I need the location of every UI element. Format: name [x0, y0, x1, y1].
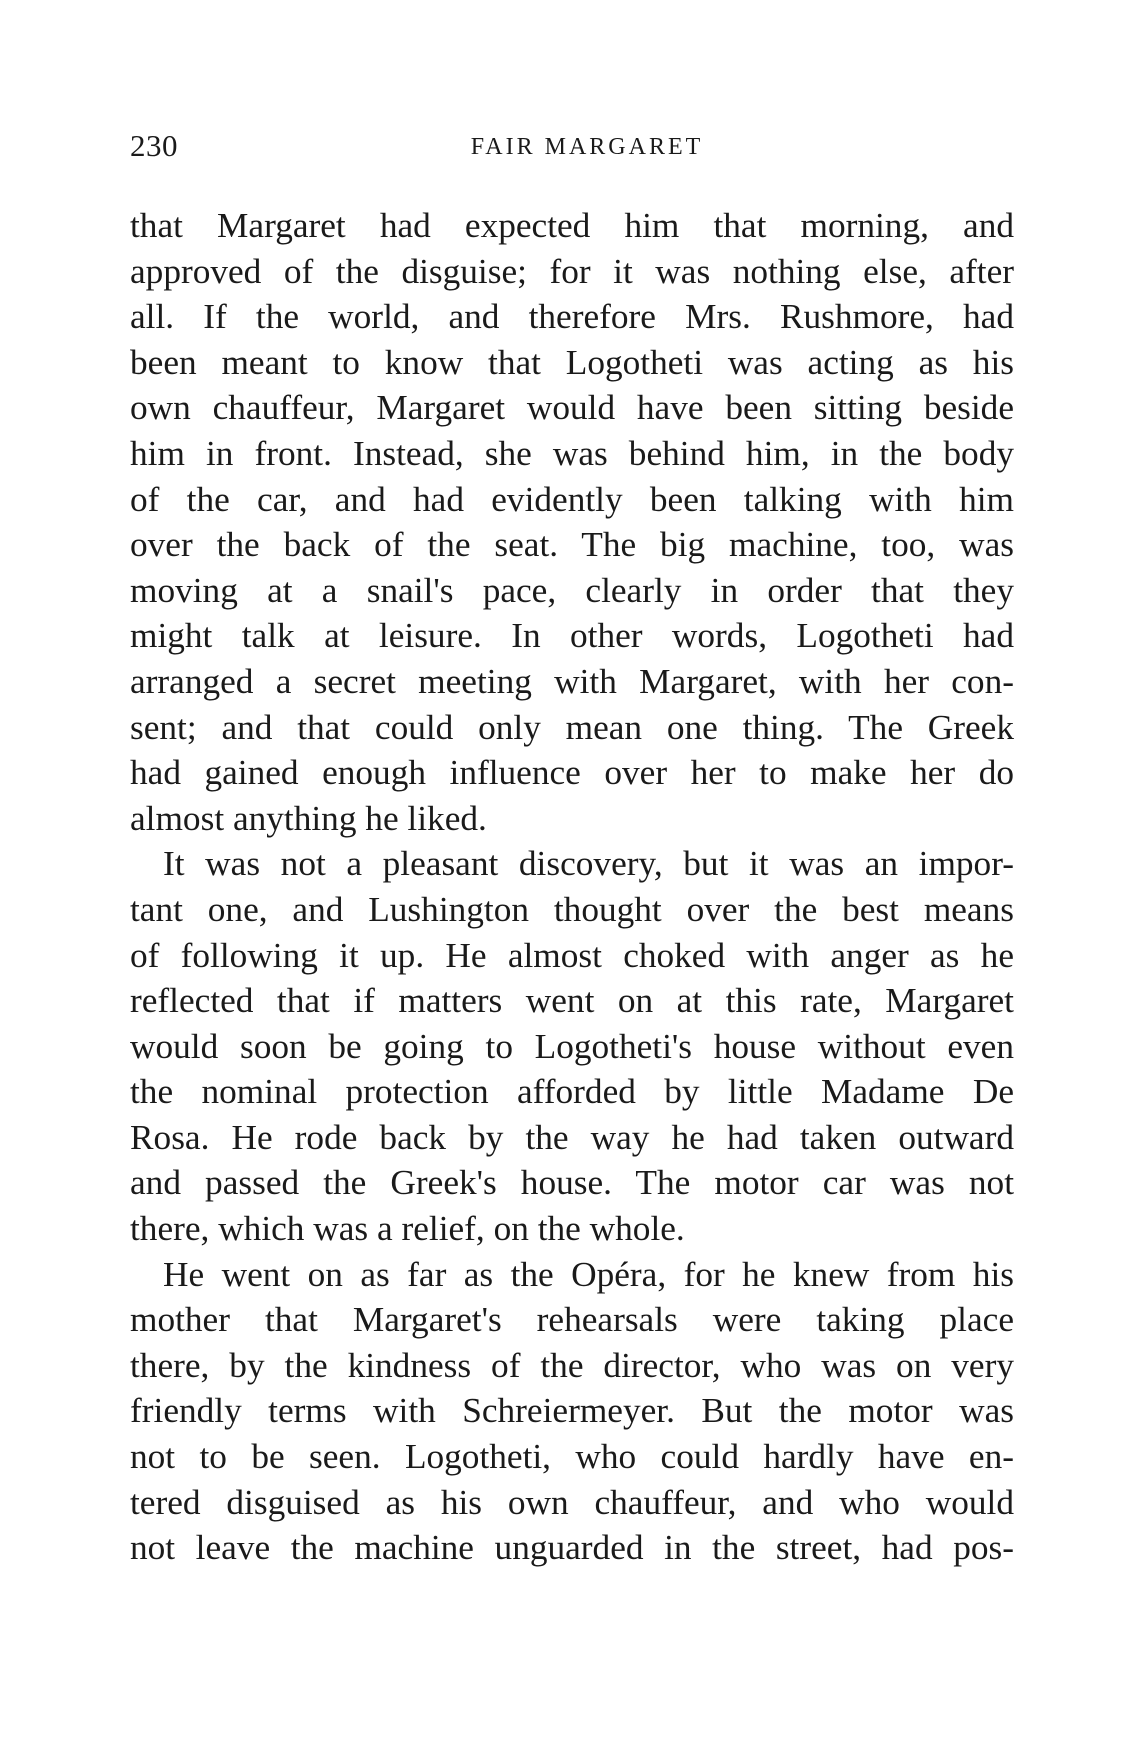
text-line: friendly terms with Schreiermeyer. But the motor was: [130, 1391, 1014, 1431]
body-text: [130, 203, 1014, 1571]
running-title: FAIR MARGARET: [470, 134, 704, 160]
text-line: He went on as far as the Opéra, for he knew from his: [163, 1254, 1014, 1294]
text-line: had gained enough influence over her to make her do: [130, 753, 1014, 793]
text-line: there, by the kindness of the director, who was on very: [130, 1345, 1014, 1385]
text-line: tant one, and Lushington thought over the best means: [130, 889, 1014, 929]
text-line: and passed the Greek's house. The motor car was not: [130, 1163, 1014, 1203]
text-line: been meant to know that Logotheti was acting as his: [130, 342, 1014, 382]
text-line: there, which was a relief, on the whole.: [130, 1209, 685, 1249]
text-line: moving at a snail's pace, clearly in order that they: [130, 570, 1014, 610]
text-line: approved of the disguise; for it was nothing else, after: [130, 251, 1014, 291]
text-line: of following it up. He almost choked with anger as he: [130, 935, 1014, 975]
page-number: 230: [130, 128, 178, 163]
text-line: all. If the world, and therefore Mrs. Rushmore, had: [130, 297, 1014, 337]
text-line: would soon be going to Logotheti's house without even: [130, 1026, 1014, 1066]
text-line: sent; and that could only mean one thing. The Greek: [130, 707, 1014, 747]
text-line: might talk at leisure. In other words, Logotheti had: [130, 616, 1014, 656]
text-line: almost anything he liked.: [130, 798, 487, 838]
text-line: It was not a pleasant discovery, but it was an impor-: [163, 844, 1014, 884]
running-head: [130, 120, 1014, 170]
text-line: of the car, and had evidently been talking with him: [130, 479, 1014, 519]
text-line: him in front. Instead, she was behind him, in the body: [130, 433, 1014, 473]
text-line: tered disguised as his own chauffeur, and who would: [130, 1482, 1014, 1522]
text-line: not to be seen. Logotheti, who could hardly have en-: [130, 1437, 1014, 1477]
text-line: reflected that if matters went on at this rate, Margaret: [130, 981, 1014, 1021]
text-line: arranged a secret meeting with Margaret, with her con-: [130, 661, 1014, 701]
text-line: mother that Margaret's rehearsals were taking place: [130, 1300, 1014, 1340]
text-line: Rosa. He rode back by the way he had taken outward: [130, 1117, 1014, 1157]
text-line: the nominal protection afforded by little Madame De: [130, 1072, 1014, 1112]
text-line: over the back of the seat. The big machine, too, was: [130, 525, 1014, 565]
text-line: that Margaret had expected him that morning, and: [130, 206, 1014, 245]
text-line: own chauffeur, Margaret would have been sitting beside: [130, 388, 1014, 428]
text-line: not leave the machine unguarded in the street, had pos-: [130, 1528, 1014, 1568]
